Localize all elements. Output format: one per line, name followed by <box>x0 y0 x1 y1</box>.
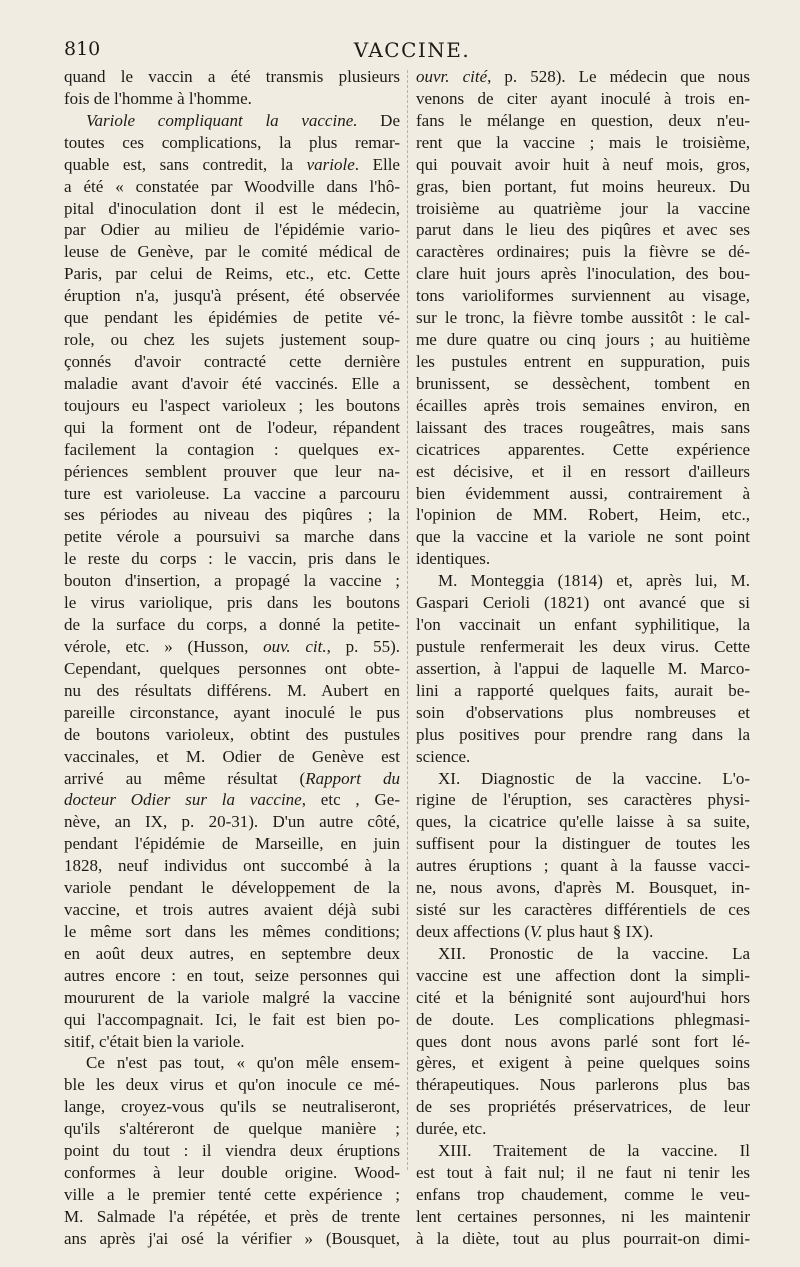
running-head <box>64 38 760 68</box>
text-run: suffisent pour la distinguer de toutes les <box>416 834 750 854</box>
text-line <box>416 724 750 746</box>
text-line <box>416 614 750 636</box>
text-run: soin d'observations plus nombreuses et <box>416 702 750 722</box>
text-line <box>416 66 750 88</box>
text-line <box>416 1074 750 1096</box>
text-run: qui la forment ont de l'odeur, répandent <box>64 417 400 437</box>
text-run: role, ou chez les sujets justement soup- <box>64 330 400 350</box>
text-line <box>64 1162 400 1184</box>
text-line <box>416 702 750 724</box>
text-run: rigine de l'éruption, ses caractères physi- <box>416 790 750 810</box>
text-line <box>64 548 400 570</box>
text-run: de boutons varioleux, obtint des pustules <box>64 724 400 744</box>
text-run: par Odier au milieu de l'épidémie vario- <box>64 220 400 240</box>
text-run: ques, la cicatrice qu'elle laisse à sa suite, <box>416 812 750 832</box>
text-run: me dure quatre ou cinq jours ; au huitième <box>416 330 750 350</box>
text-run: plus haut § IX). <box>542 921 654 941</box>
running-title: VACCINE. <box>353 38 471 62</box>
text-run: durée, etc. <box>416 1119 487 1139</box>
text-line <box>64 351 400 373</box>
text-run: Rapport du <box>305 768 400 788</box>
text-run: qu'ils s'altéreront de quelque manière ; <box>64 1119 400 1139</box>
text-run: fans le mélange en question, deux n'eu- <box>416 110 750 130</box>
text-run: l'opinion de MM. Robert, Heim, etc., <box>416 505 750 525</box>
text-line <box>64 132 400 154</box>
text-run: cité et la bénignité sont aujourd'hui hors <box>416 987 750 1007</box>
text-run: arrivé au même résultat ( <box>64 768 306 788</box>
text-run: sur le tronc, la fièvre tombe aussitôt : le cal- <box>416 308 750 328</box>
text-run: XI. Diagnostic de la vaccine. <box>438 768 702 788</box>
text-line <box>416 855 750 877</box>
text-line <box>416 198 750 220</box>
text-line <box>416 110 750 132</box>
text-line <box>416 987 750 1009</box>
text-run: le même sort dans les mêmes conditions; <box>64 921 400 941</box>
text-run: docteur Odier sur la vaccine <box>64 790 302 810</box>
text-run: troisième au quatrième jour la vaccine <box>416 198 750 218</box>
text-line <box>64 1228 400 1250</box>
text-line <box>416 132 750 154</box>
right-column <box>416 66 750 1250</box>
text-line <box>64 855 400 877</box>
text-line <box>416 1140 750 1162</box>
text-line <box>416 833 750 855</box>
text-line <box>416 877 750 899</box>
text-run: périences semblent prouver que leur na- <box>64 461 400 481</box>
text-line <box>64 1206 400 1228</box>
text-run: moururent de la variole malgré la vaccine <box>64 987 400 1007</box>
text-line <box>64 921 400 943</box>
text-line <box>416 417 750 439</box>
text-run: Paris, par celui de Reims, etc., etc. Cette <box>64 264 400 284</box>
text-line <box>416 219 750 241</box>
text-line <box>64 329 400 351</box>
text-run: laissant des traces rougeâtres, mais sans <box>416 417 750 437</box>
text-line <box>416 373 750 395</box>
text-run: point du tout : il viendra deux éruptions <box>64 1141 400 1161</box>
text-line <box>416 1031 750 1053</box>
text-line <box>64 198 400 220</box>
text-run: lange, croyez-vous qu'ils se neutraliseront, <box>64 1097 400 1117</box>
text-run: gras, bien portant, fut moins heureux. Du <box>416 176 750 196</box>
text-line <box>416 439 750 461</box>
text-run: quand le vaccin a été transmis plusieurs <box>64 67 400 86</box>
text-line <box>64 526 400 548</box>
text-run: quable est, sans contredit, la <box>64 154 307 174</box>
text-run: nève, an IX, p. 20-31). D'un autre côté, <box>64 812 400 832</box>
text-line <box>416 88 750 110</box>
text-run: est décisive, et il en ressort d'ailleurs <box>416 461 750 481</box>
text-run: vaccine, et trois autres avaient déjà subi <box>64 900 400 920</box>
text-line <box>416 592 750 614</box>
text-run: maladie avant d'avoir été vaccinés. Elle a <box>64 373 400 393</box>
text-line <box>416 307 750 329</box>
text-line <box>64 285 400 307</box>
text-run: qui l'accompagnait. Ici, le fait est bien po- <box>64 1009 400 1029</box>
text-line <box>416 1162 750 1184</box>
text-line <box>416 1228 750 1250</box>
text-line <box>416 461 750 483</box>
text-run: M. Salmade l'a répétée, et près de trente <box>64 1206 400 1226</box>
text-line <box>64 702 400 724</box>
text-line <box>416 1009 750 1031</box>
text-line <box>64 811 400 833</box>
text-line <box>64 373 400 395</box>
text-run: fois de l'homme à l'homme. <box>64 88 252 108</box>
text-line <box>64 614 400 636</box>
text-run: facilement la contagion : quelques ex- <box>64 439 400 459</box>
text-run: lent certaines personnes, ni les maintenir <box>416 1206 750 1226</box>
text-run: clare huit jours après l'inoculation, des bou- <box>416 264 750 284</box>
text-line <box>64 88 400 110</box>
text-run: vaccine est une affection dont la simpli- <box>416 965 750 985</box>
text-line <box>64 439 400 461</box>
text-run: de doute. Les complications phlegmasi- <box>416 1009 750 1029</box>
text-line <box>64 1031 400 1053</box>
text-run: XII. Pronostic de la vaccine. <box>438 943 709 963</box>
text-run: ouv. cit. <box>263 636 327 656</box>
text-run: , p. 528). Le médecin que nous <box>487 67 750 86</box>
text-line <box>416 176 750 198</box>
text-line <box>416 285 750 307</box>
text-line <box>64 899 400 921</box>
column-divider <box>407 70 408 1170</box>
text-line <box>416 811 750 833</box>
text-run: toujours eu l'aspect varioleux ; les boutons <box>64 395 400 415</box>
text-line <box>416 1096 750 1118</box>
text-run: Ce n'est pas tout, « qu'on mêle ensem- <box>86 1053 400 1073</box>
text-run: L'o- <box>701 768 750 788</box>
text-run: écailles après trois semaines environ, en <box>416 395 750 415</box>
text-line <box>416 483 750 505</box>
text-run: ques dont nous avons parlé sont fort lé- <box>416 1031 750 1051</box>
text-run: en août deux autres, en septembre deux <box>64 943 400 963</box>
text-run: petite vérole a poursuivi sa marche dans <box>64 527 400 547</box>
text-run: caractères ordinaires; puis la fièvre se dé- <box>416 242 750 262</box>
text-run: ans après j'ai osé la vérifier » (Bousquet, <box>64 1228 400 1248</box>
text-line <box>64 833 400 855</box>
text-line <box>416 1118 750 1140</box>
text-run: ne, nous avons, d'après M. Bousquet, in- <box>416 878 750 898</box>
text-run: que pendant les épidémies de petite vé- <box>64 308 400 328</box>
text-run: , p. 55). <box>326 636 400 656</box>
text-run: tons varioliformes surviennent au visage, <box>416 286 750 306</box>
text-line <box>416 746 750 768</box>
text-run: , etc , Ge- <box>301 790 400 810</box>
text-line <box>64 219 400 241</box>
text-run: cicatrices apparentes. Cette expérience <box>416 439 750 459</box>
text-line <box>64 1074 400 1096</box>
text-line <box>416 570 750 592</box>
text-line <box>64 1184 400 1206</box>
text-run: l'on vaccinait un enfant syphilitique, la <box>416 615 750 635</box>
text-line <box>64 943 400 965</box>
text-line <box>416 1052 750 1074</box>
text-line <box>64 154 400 176</box>
text-run: Il <box>717 1141 750 1161</box>
text-line <box>64 680 400 702</box>
text-line <box>416 263 750 285</box>
text-run: autres éruptions ; quant à la fausse vacci- <box>416 856 750 876</box>
text-run: . Elle <box>354 154 400 174</box>
text-line <box>64 110 400 132</box>
text-run: De <box>357 110 400 130</box>
text-line <box>416 921 750 943</box>
text-line <box>416 636 750 658</box>
text-run: a été « constatée par Woodville dans l'hô- <box>64 176 400 196</box>
text-run: pareille circonstance, ayant inoculé le pus <box>64 702 400 722</box>
text-run: assertion, à l'appui de laquelle M. Marco- <box>416 658 750 678</box>
text-run: autres encore : en tout, seize personnes qui <box>64 965 400 985</box>
text-run: 1828, neuf individus ont succombé à la <box>64 856 400 876</box>
text-run: parut dans le lieu des piqûres et avec ses <box>416 220 750 240</box>
text-line <box>64 636 400 658</box>
text-run: pital d'inoculation dont il est le médecin, <box>64 198 400 218</box>
text-run: venons de citer ayant inoculé à trois en- <box>416 88 750 108</box>
text-run: variole <box>306 154 355 174</box>
text-run: à la diète, tout au plus pourrait-on dimi- <box>416 1228 750 1248</box>
text-line <box>64 483 400 505</box>
text-run: Cependant, quelques personnes ont obte- <box>64 658 400 678</box>
text-line <box>64 965 400 987</box>
text-line <box>416 899 750 921</box>
text-line <box>64 658 400 680</box>
text-run: nu des résultats différens. M. Aubert en <box>64 680 400 700</box>
text-run: rent que la vaccine ; mais le troisième, <box>416 132 750 152</box>
text-run: le reste du corps : le vaccin, pris dans le <box>64 549 400 569</box>
text-run: vaccinales, et M. Odier de Genève est <box>64 746 400 766</box>
text-run: sisté sur les caractères différentiels de ces <box>416 900 750 920</box>
text-run: thérapeutiques. Nous parlerons plus bas <box>416 1075 750 1095</box>
text-run: identiques. <box>416 549 491 569</box>
text-line <box>416 965 750 987</box>
text-run: que la vaccine et la variole ne sont point <box>416 527 750 547</box>
text-run: sitif, c'était bien la variole. <box>64 1031 245 1051</box>
text-line <box>416 241 750 263</box>
text-line <box>64 724 400 746</box>
text-run: éruption n'a, jusqu'à présent, été observée <box>64 286 400 306</box>
text-line <box>64 176 400 198</box>
text-run: pustule renfermerait les deux virus. Cette <box>416 636 750 656</box>
text-run: qui pouvait avoir huit à neuf mois, gros, <box>416 154 750 174</box>
text-line <box>64 1096 400 1118</box>
text-run: ouvr. cité <box>416 67 488 86</box>
text-line <box>64 592 400 614</box>
text-line <box>416 768 750 790</box>
text-run: La <box>708 943 750 963</box>
text-run: les pustules entrent en suppuration, puis <box>416 351 750 371</box>
text-run: deux affections ( <box>416 921 530 941</box>
text-run: brunissent, se dessèchent, tombent en <box>416 373 750 393</box>
text-line <box>64 987 400 1009</box>
text-line <box>416 351 750 373</box>
text-run: XIII. Traitement de la vaccine. <box>438 1141 718 1161</box>
text-run: variole pendant le développement de la <box>64 878 400 898</box>
text-line <box>64 417 400 439</box>
text-line <box>64 461 400 483</box>
text-run: le virus variolique, pris dans les boutons <box>64 593 400 613</box>
text-line <box>416 1206 750 1228</box>
text-line <box>416 329 750 351</box>
text-run: çonnés d'avoir contracté cette dernière <box>64 351 400 371</box>
text-line <box>64 1140 400 1162</box>
text-run: V. <box>529 921 543 941</box>
text-line <box>416 658 750 680</box>
text-line <box>64 768 400 790</box>
text-line <box>416 1184 750 1206</box>
page-number: 810 <box>64 38 101 60</box>
text-run: de la surface du corps, a donné la petite- <box>64 615 400 635</box>
text-run: bouton d'insertion, a propagé la vaccine ; <box>64 571 400 591</box>
text-run: M. Monteggia (1814) et, après lui, M. <box>438 571 750 591</box>
text-line <box>64 1118 400 1140</box>
text-run: ble les deux virus et qu'on inocule ce mé- <box>64 1075 400 1095</box>
text-run: de ses propriétés préservatrices, de leur <box>416 1097 750 1117</box>
text-line <box>64 241 400 263</box>
text-run: science. <box>416 746 471 766</box>
text-run: enfans trop chaudement, comme le veu- <box>416 1185 750 1205</box>
text-line <box>416 789 750 811</box>
text-run: conformes à leur double origine. Wood- <box>64 1163 400 1183</box>
text-run: vérole, etc. » (Husson, <box>64 636 264 656</box>
text-run: est tout à fait nul; il ne faut ni tenir les <box>416 1163 750 1183</box>
text-run: Variole compliquant la vaccine. <box>86 110 358 130</box>
text-run: Gaspari Cerioli (1821) ont avancé que si <box>416 593 750 613</box>
text-line <box>416 548 750 570</box>
text-line <box>64 570 400 592</box>
text-line <box>64 263 400 285</box>
text-line <box>64 746 400 768</box>
text-line <box>416 526 750 548</box>
text-run: ses périodes au niveau des piqûres ; la <box>64 505 400 525</box>
text-line <box>64 307 400 329</box>
text-run: leuse de Genève, par le comité médical de <box>64 242 400 262</box>
text-line <box>64 789 400 811</box>
text-line <box>64 66 400 88</box>
text-run: lini a rapporté quelques faits, aurait be- <box>416 680 750 700</box>
text-line <box>64 877 400 899</box>
text-run: plus positives pour prendre rang dans la <box>416 724 750 744</box>
left-column <box>64 66 400 1250</box>
text-run: ville a le premier tenté cette expérience ; <box>64 1185 400 1205</box>
text-run: ture est varioleuse. La vaccine a parcouru <box>64 483 400 503</box>
text-line <box>64 1009 400 1031</box>
text-line <box>416 395 750 417</box>
text-line <box>416 943 750 965</box>
text-line <box>64 504 400 526</box>
text-line <box>64 1052 400 1074</box>
text-run: pendant l'épidémie de Marseille, en juin <box>64 834 400 854</box>
text-line <box>416 154 750 176</box>
text-line <box>64 395 400 417</box>
text-run: gères, et exigent à peine quelques soins <box>416 1053 750 1073</box>
text-line <box>416 504 750 526</box>
text-line <box>416 680 750 702</box>
text-run: toutes ces complications, la plus remar- <box>64 132 400 152</box>
text-run: bien évidemment aussi, contrairement à <box>416 483 750 503</box>
